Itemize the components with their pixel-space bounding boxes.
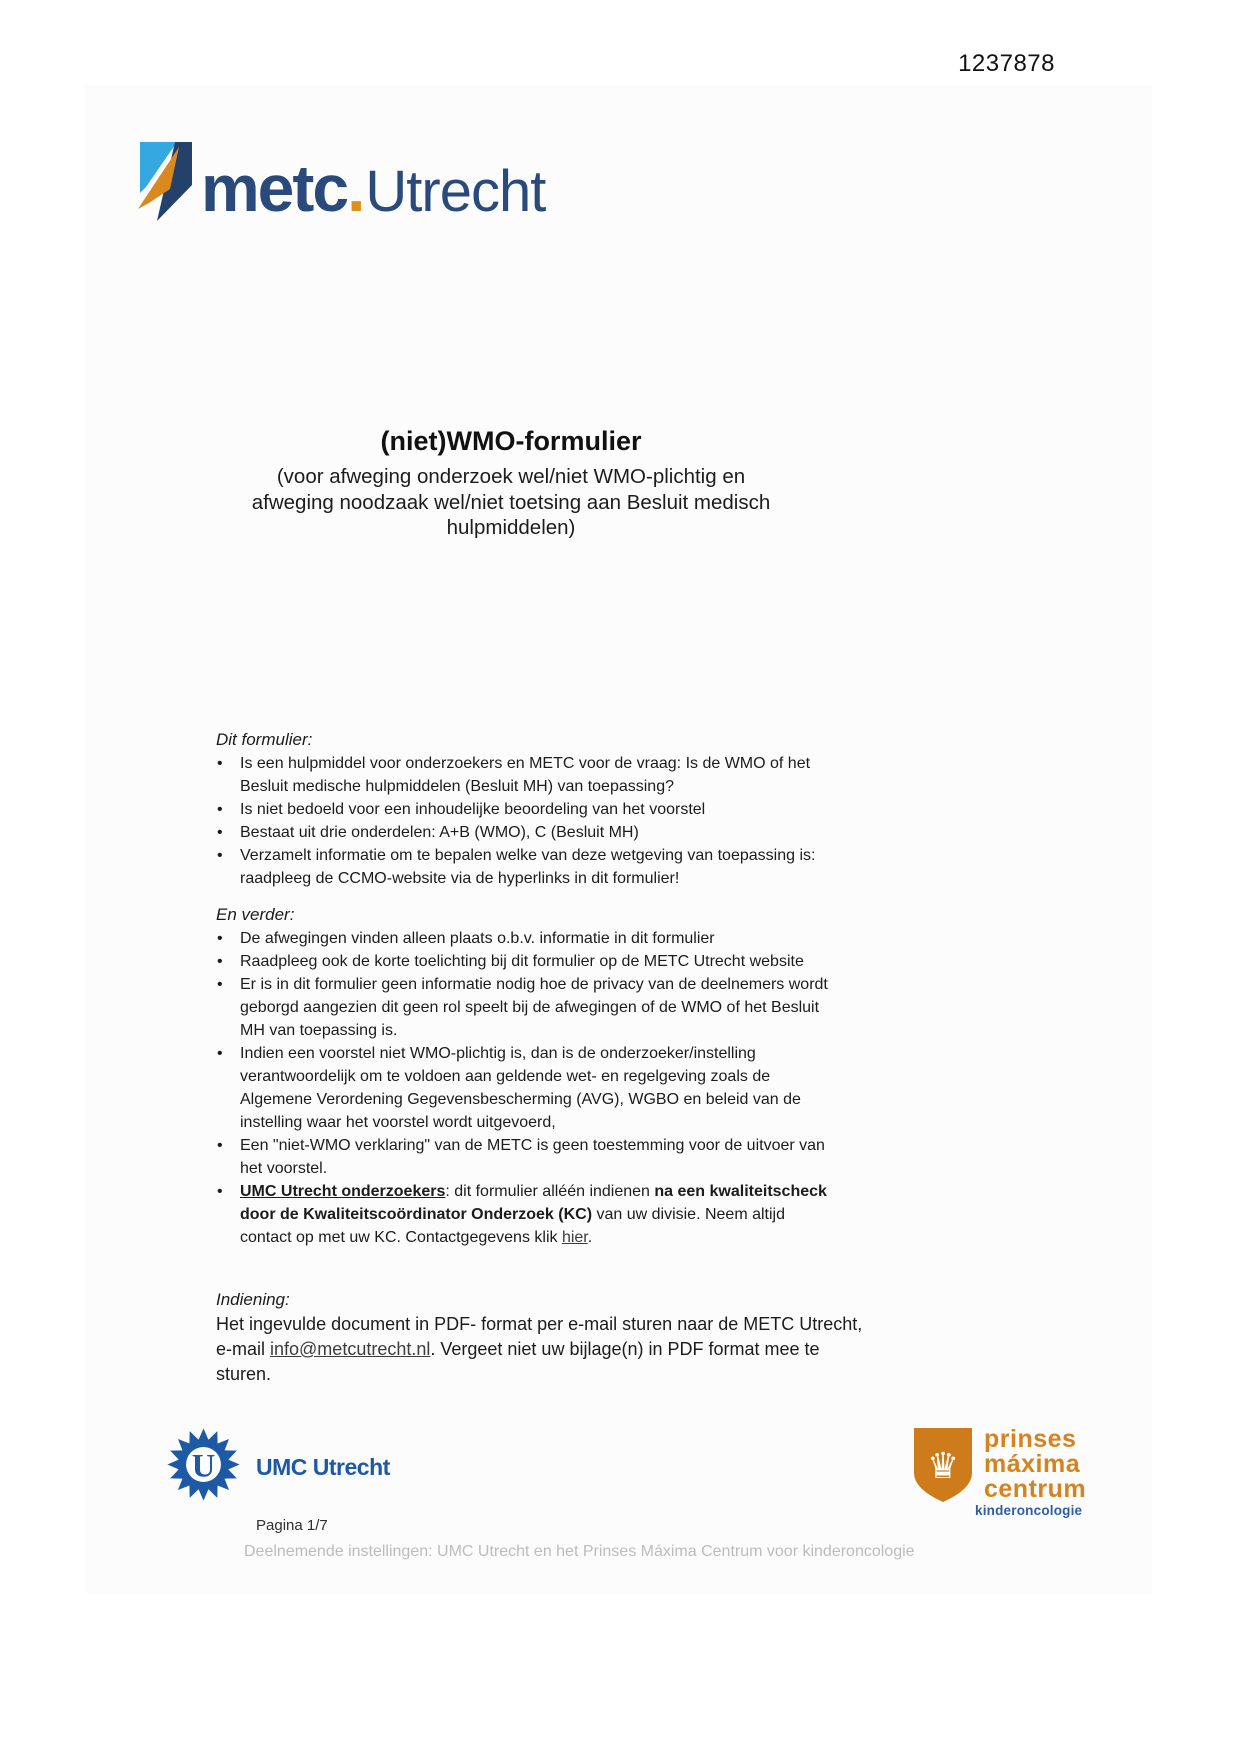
maxima-text-line-3: centrum [984,1475,1087,1503]
list-item: • Is niet bedoeld voor een inhoudelijke beoordeling van het voorstel [216,798,841,821]
list-item-umc-onderzoekers [216,1180,841,1249]
umc-bullet-mid1: : dit formulier alléén indienen [445,1183,655,1200]
list-item: • Verzamelt informatie om te bepalen welke van deze wetgeving van toepassing is: raadpleeg de CCMO-website via de hyperlinks in dit formulier! [216,844,841,890]
umc-sunburst-icon [165,1426,242,1508]
metc-logo-dot: . [347,151,366,225]
umc-bullet-mid2: van uw divisie. Neem altijd contact op met uw KC. Contactgegevens klik [240,1206,785,1246]
maxima-text-line-2: máxima [984,1450,1081,1478]
list-item: • Indien een voorstel niet WMO-plichtig is, dan is de onderzoeker/instelling verantwoordelijk om te voldoen aan geldende wet- en regelgeving zoals de Algemene Verordening Gegevensbescherming (AVG), WGBO en beleid van de instelling waar het voorstel wordt uitgevoerd, [216,1042,841,1134]
metc-logo-wordmark [201,151,546,225]
page-title: (niet)WMO-formulier [380,426,642,456]
crown-icon: ♛ [926,1446,960,1487]
list-item: • Een "niet-WMO verklaring" van de METC is geen toestemming voor de uitvoer van het voorstel. [216,1134,841,1180]
prinses-maxima-logo [911,1425,1086,1518]
document-number: 1237878 [958,50,1055,77]
umc-utrecht-logo [165,1426,390,1508]
page-number: Pagina 1/7 [256,1517,328,1534]
en-verder-list [216,927,841,1249]
section-label-indiening: Indiening: [216,1290,290,1309]
email-link[interactable]: info@metcutrecht.nl [270,1339,431,1359]
section-label-dit-formulier: Dit formulier: [216,730,313,749]
umc-logo-text: UMC Utrecht [256,1453,390,1480]
maxima-text-line-1: prinses [984,1425,1077,1453]
umc-logo-letter-u: U [191,1448,216,1485]
umc-bullet-end: . [587,1229,593,1246]
umc-bullet-lead: UMC Utrecht onderzoekers [240,1183,446,1200]
list-item: • Er is in dit formulier geen informatie nodig hoe de privacy van de deelnemers wordt geborgd aangezien dit geen rol speelt bij de afwegingen of de WMO of het Besluit MH van toepassing is. [216,973,841,1042]
metc-utrecht-logo [137,137,545,226]
metc-logo-text-sub: Utrecht [365,159,546,224]
maxima-shield-icon [911,1425,975,1518]
metc-logo-text-main: metc [201,151,348,225]
hier-link[interactable]: hier [561,1229,588,1246]
maxima-logo-text [984,1427,1086,1502]
indiening-paragraph [216,1312,876,1387]
list-item: • De afwegingen vinden alleen plaats o.b.v. informatie in dit formulier [216,927,841,950]
participating-institutions-note: Deelnemende instellingen: UMC Utrecht en het Prinses Máxima Centrum voor kinderoncologie [244,1543,915,1560]
section-label-en-verder: En verder: [216,905,295,924]
umc-bullet-bold: na een kwaliteitscheck door de Kwaliteitscoördinator Onderzoek (KC) [240,1183,827,1223]
indiening-text-post: . Vergeet niet uw bijlage(n) in PDF format mee te sturen. [216,1339,820,1384]
title-block [216,426,806,541]
list-item: • Is een hulpmiddel voor onderzoekers en METC voor de vraag: Is de WMO of het Besluit medische hulpmiddelen (Besluit MH) van toepassing? [216,752,841,798]
document-page [85,85,1152,1593]
indiening-text-pre: Het ingevulde document in PDF- format per e-mail sturen naar de METC Utrecht, e-mail [216,1314,863,1359]
dit-formulier-list [216,752,841,890]
list-item: • Bestaat uit drie onderdelen: A+B (WMO), C (Besluit MH) [216,821,841,844]
page-subtitle-line-2: afweging noodzaak wel/niet toetsing aan Besluit medisch [251,490,771,514]
metc-logo-icon [137,137,195,226]
maxima-subline: kinderoncologie [975,1503,1083,1518]
list-item: • Raadpleeg ook de korte toelichting bij dit formulier op de METC Utrecht website [216,950,841,973]
page-subtitle-line-1: (voor afweging onderzoek wel/niet WMO-plichtig en [276,465,746,488]
page-subtitle-line-3: hulpmiddelen) [446,516,576,539]
